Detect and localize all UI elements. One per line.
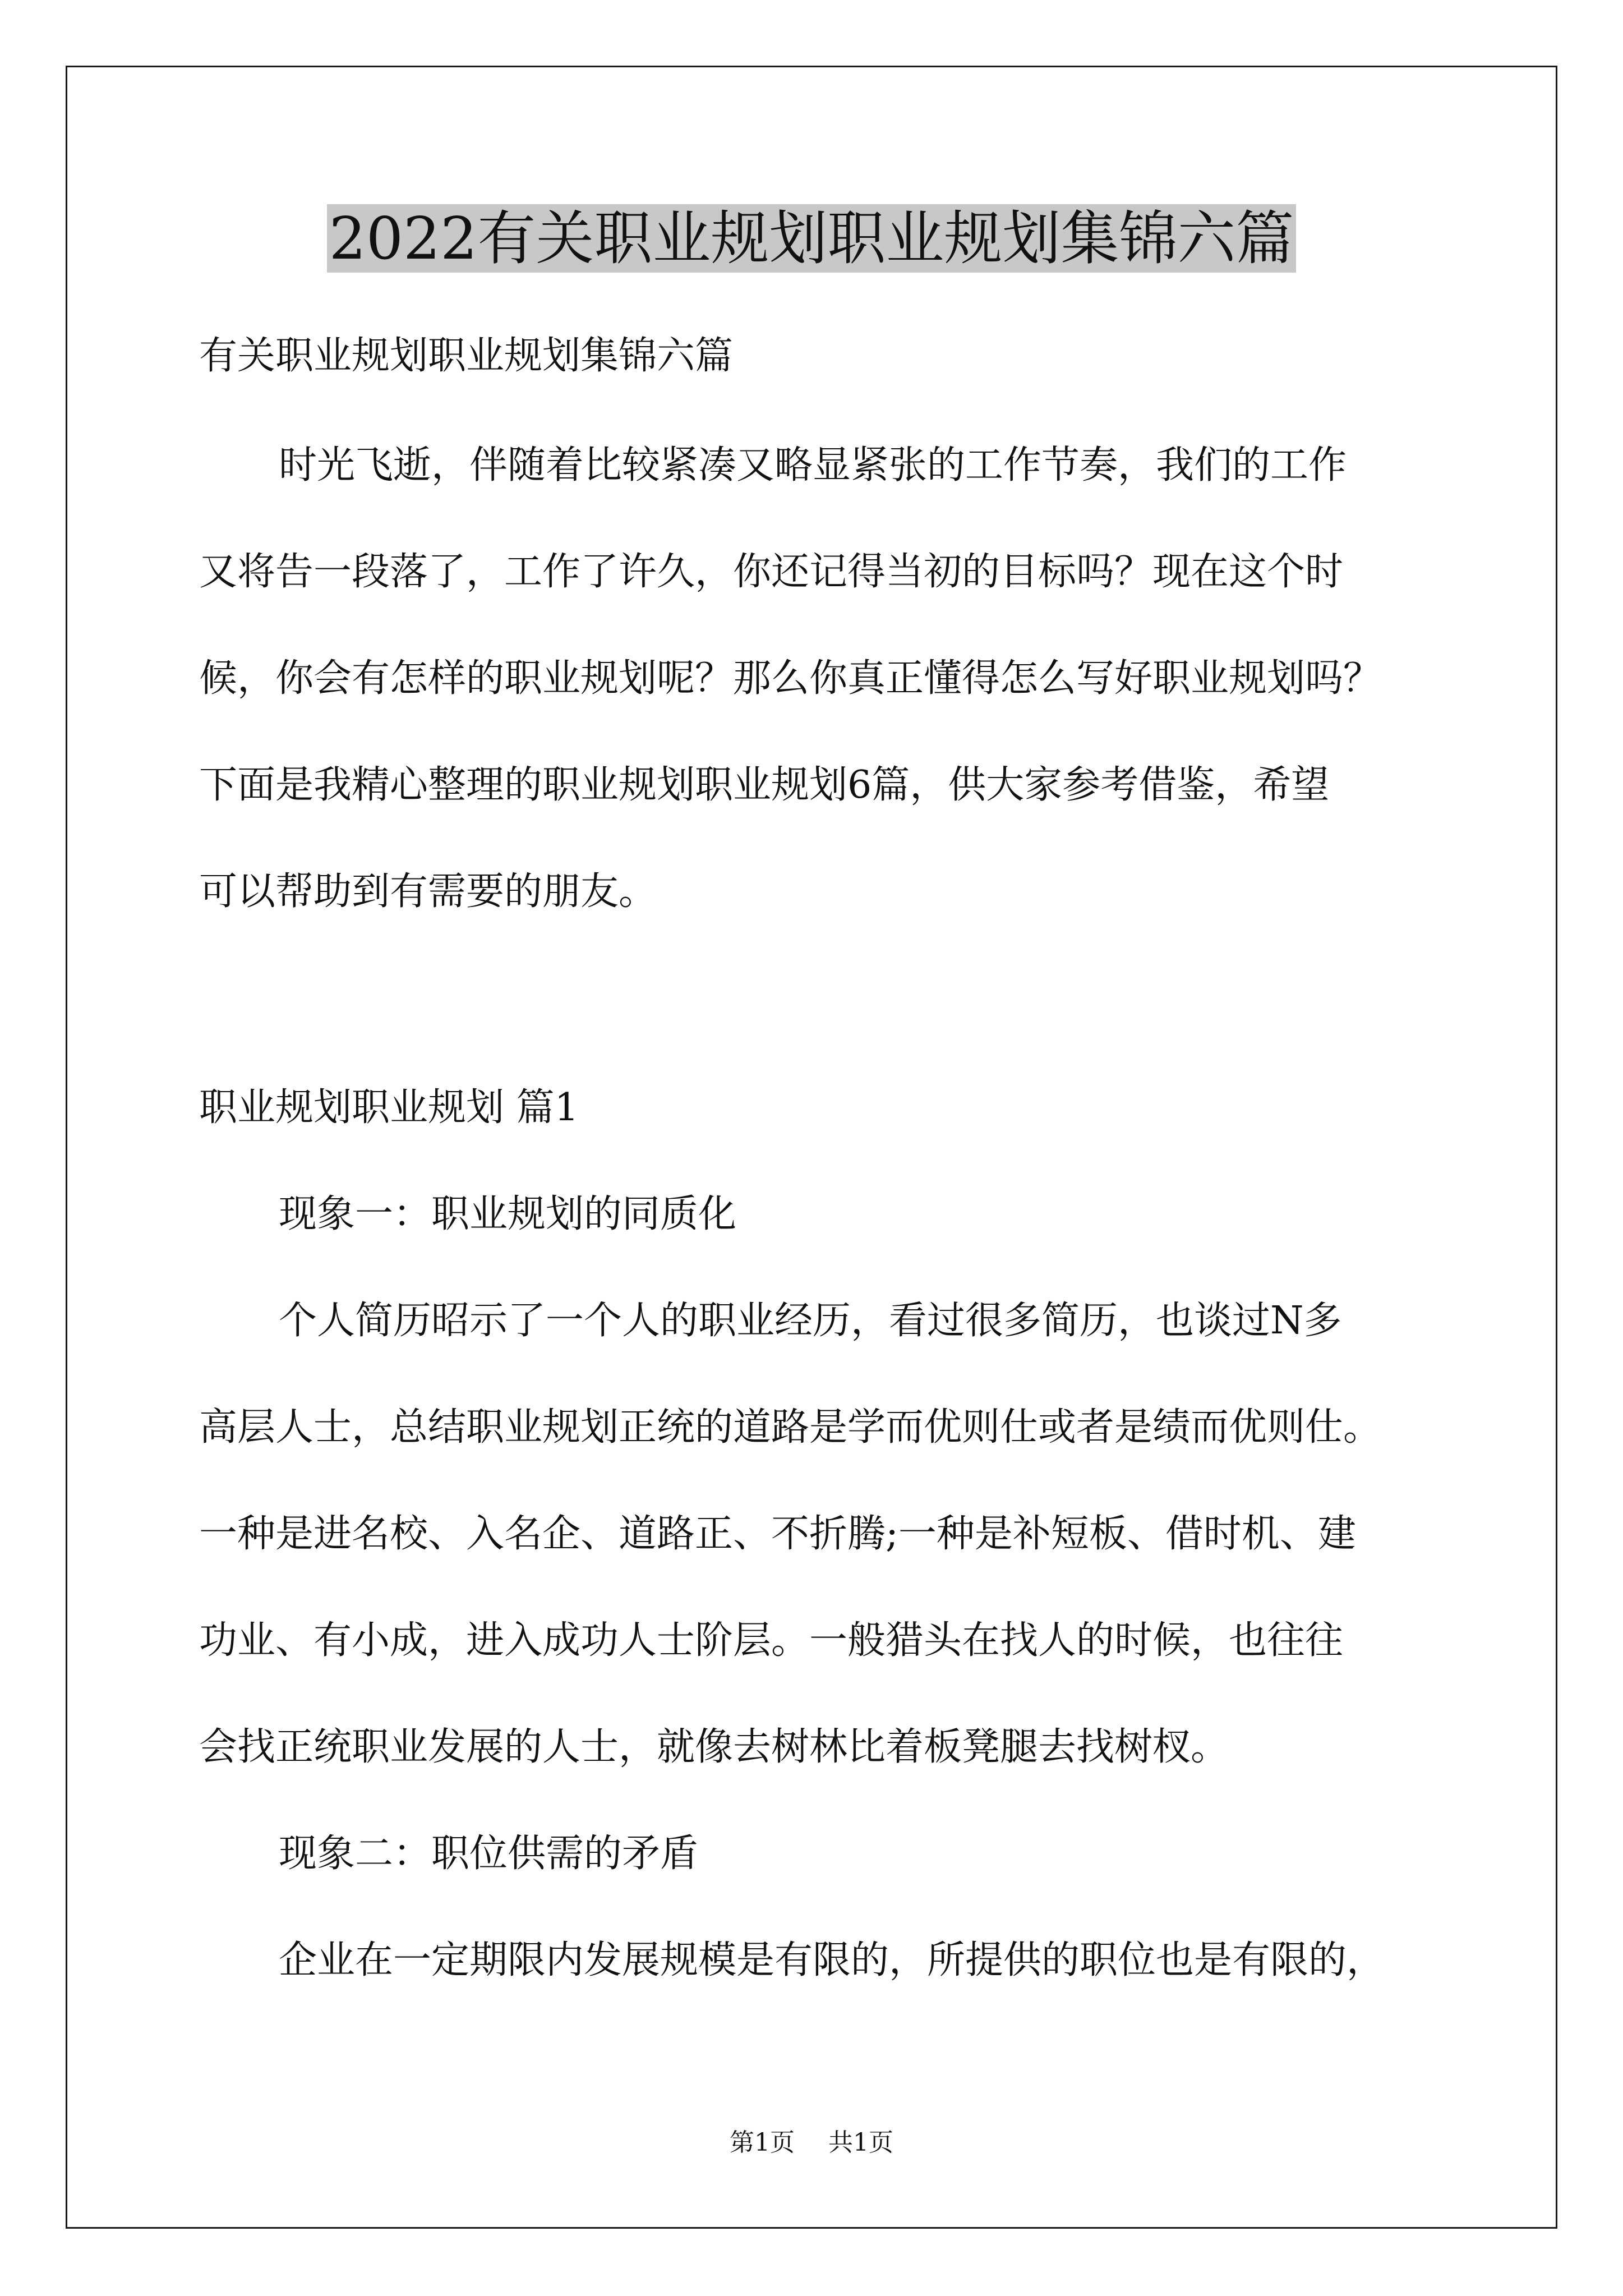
phenomenon-1-heading: 现象一：职业规划的同质化 — [279, 1192, 737, 1236]
phenomenon-2-line-1: 企业在一定期限内发展规模是有限的，所提供的职位也是有限的， — [279, 1938, 1385, 1982]
page-border — [66, 66, 1557, 2229]
phenomenon-1-line-5: 会找正统职业发展的人士，就像去树林比着板凳腿去找树杈。 — [199, 1725, 1229, 1769]
document-title — [0, 202, 1623, 275]
phenomenon-1-line-3: 一种是进名校、入名企、道路正、不折腾;一种是补短板、借时机、建 — [199, 1512, 1356, 1556]
document-title-text: 2022有关职业规划职业规划集锦六篇 — [327, 204, 1297, 273]
phenomenon-1-line-2: 高层人士，总结职业规划正统的道路是学而优则仕或者是绩而优则仕。 — [199, 1405, 1382, 1450]
page-total: 共1页 — [828, 2128, 893, 2157]
intro-line-2: 又将告一段落了，工作了许久，你还记得当初的目标吗？现在这个时 — [199, 550, 1344, 594]
phenomenon-1-line-1: 个人简历昭示了一个人的职业经历，看过很多简历，也谈过N多 — [279, 1299, 1342, 1343]
intro-line-1: 时光飞逝，伴随着比较紧凑又略显紧张的工作节奏，我们的工作 — [279, 443, 1347, 487]
phenomenon-1-line-4: 功业、有小成，进入成功人士阶层。一般猎头在找人的时候，也往往 — [199, 1618, 1344, 1663]
document-subtitle: 有关职业规划职业规划集锦六篇 — [199, 334, 734, 378]
phenomenon-2-heading: 现象二：职位供需的矛盾 — [279, 1832, 699, 1876]
section-heading: 职业规划职业规划 篇1 — [199, 1085, 579, 1130]
page-number: 第1页 — [730, 2128, 795, 2157]
intro-line-4: 下面是我精心整理的职业规划职业规划6篇，供大家参考借鉴，希望 — [199, 763, 1330, 807]
intro-line-3: 候，你会有怎样的职业规划呢？那么你真正懂得怎么写好职业规划吗？ — [199, 656, 1382, 701]
page-footer — [0, 2126, 1623, 2160]
intro-line-5: 可以帮助到有需要的朋友。 — [199, 869, 657, 914]
